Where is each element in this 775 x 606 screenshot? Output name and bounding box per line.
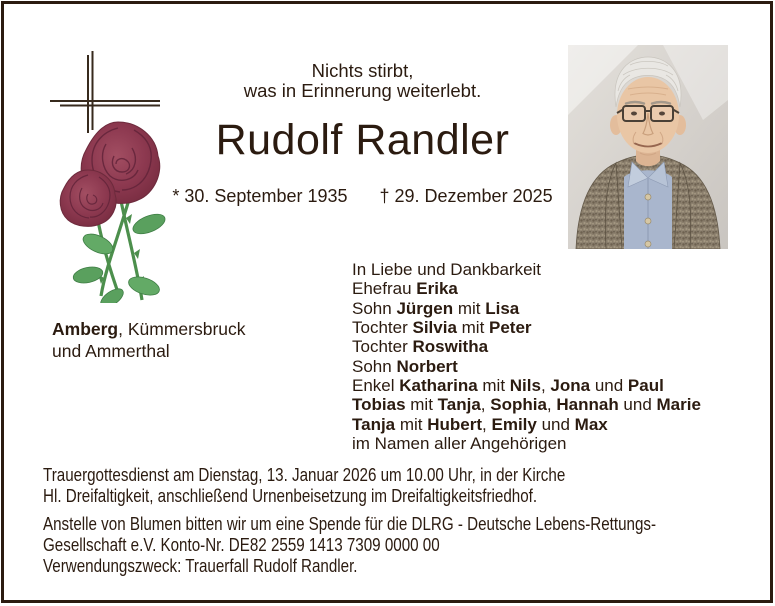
birth-date: * 30. September 1935 [172,186,348,206]
text-line: Ehefrau Erika [352,279,458,299]
deceased-name: Rudolf Randler [215,116,510,164]
text-line: Sohn Jürgen mit Lisa [352,298,520,318]
text-line: Sohn Norbert [352,356,458,376]
service-info-text: Trauergottesdienst am Dienstag, 13. Januar 2026 um 10.00 Uhr, in der Kirche Hl. Dreifaltigkeit, anschließend Urnenbeisetzung im Dreifaltigkeitsfriedhof. [43,464,566,506]
epigraph [150,61,575,101]
life-dates [110,186,615,206]
family-list [352,260,701,453]
text-line: In Liebe und Dankbarkeit [352,260,542,279]
epigraph-line-2: was in Erinnerung weiterlebt. [243,80,482,101]
portrait-photo [568,45,728,249]
text-line: Tobias mit Tanja, Sophia, Hannah und Marie [352,395,701,415]
text-line: Tanja mit Hubert, Emily und Max [352,414,608,434]
service-info [43,464,763,506]
text-line: Tochter Roswitha [352,337,489,357]
text-line: Tochter Silvia mit Peter [352,318,532,338]
epigraph-line-1: Nichts stirbt, [311,60,414,81]
rose-bloom-small [60,170,116,226]
places-list [52,319,246,362]
text-line: und Ammerthal [52,340,170,361]
death-date: † 29. Dezember 2025 [379,186,553,206]
donation-info [43,513,763,576]
text-line: Enkel Katharina mit Nils, Jona und Paul [352,376,664,396]
text-line: Amberg, Kümmersbruck [52,319,246,339]
portrait-photo-image [568,45,728,249]
text-line: im Namen aller Angehörigen [352,434,567,454]
donation-info-text: Anstelle von Blumen bitten wir um eine Spende für die DLRG - Deutsche Lebens-Rettungs- Gesellschaft e.V. Konto-Nr. DE82 2559 1413 7309 0000 00 Verwendungszweck: Trauerfall Rudolf Randler. [43,513,657,576]
